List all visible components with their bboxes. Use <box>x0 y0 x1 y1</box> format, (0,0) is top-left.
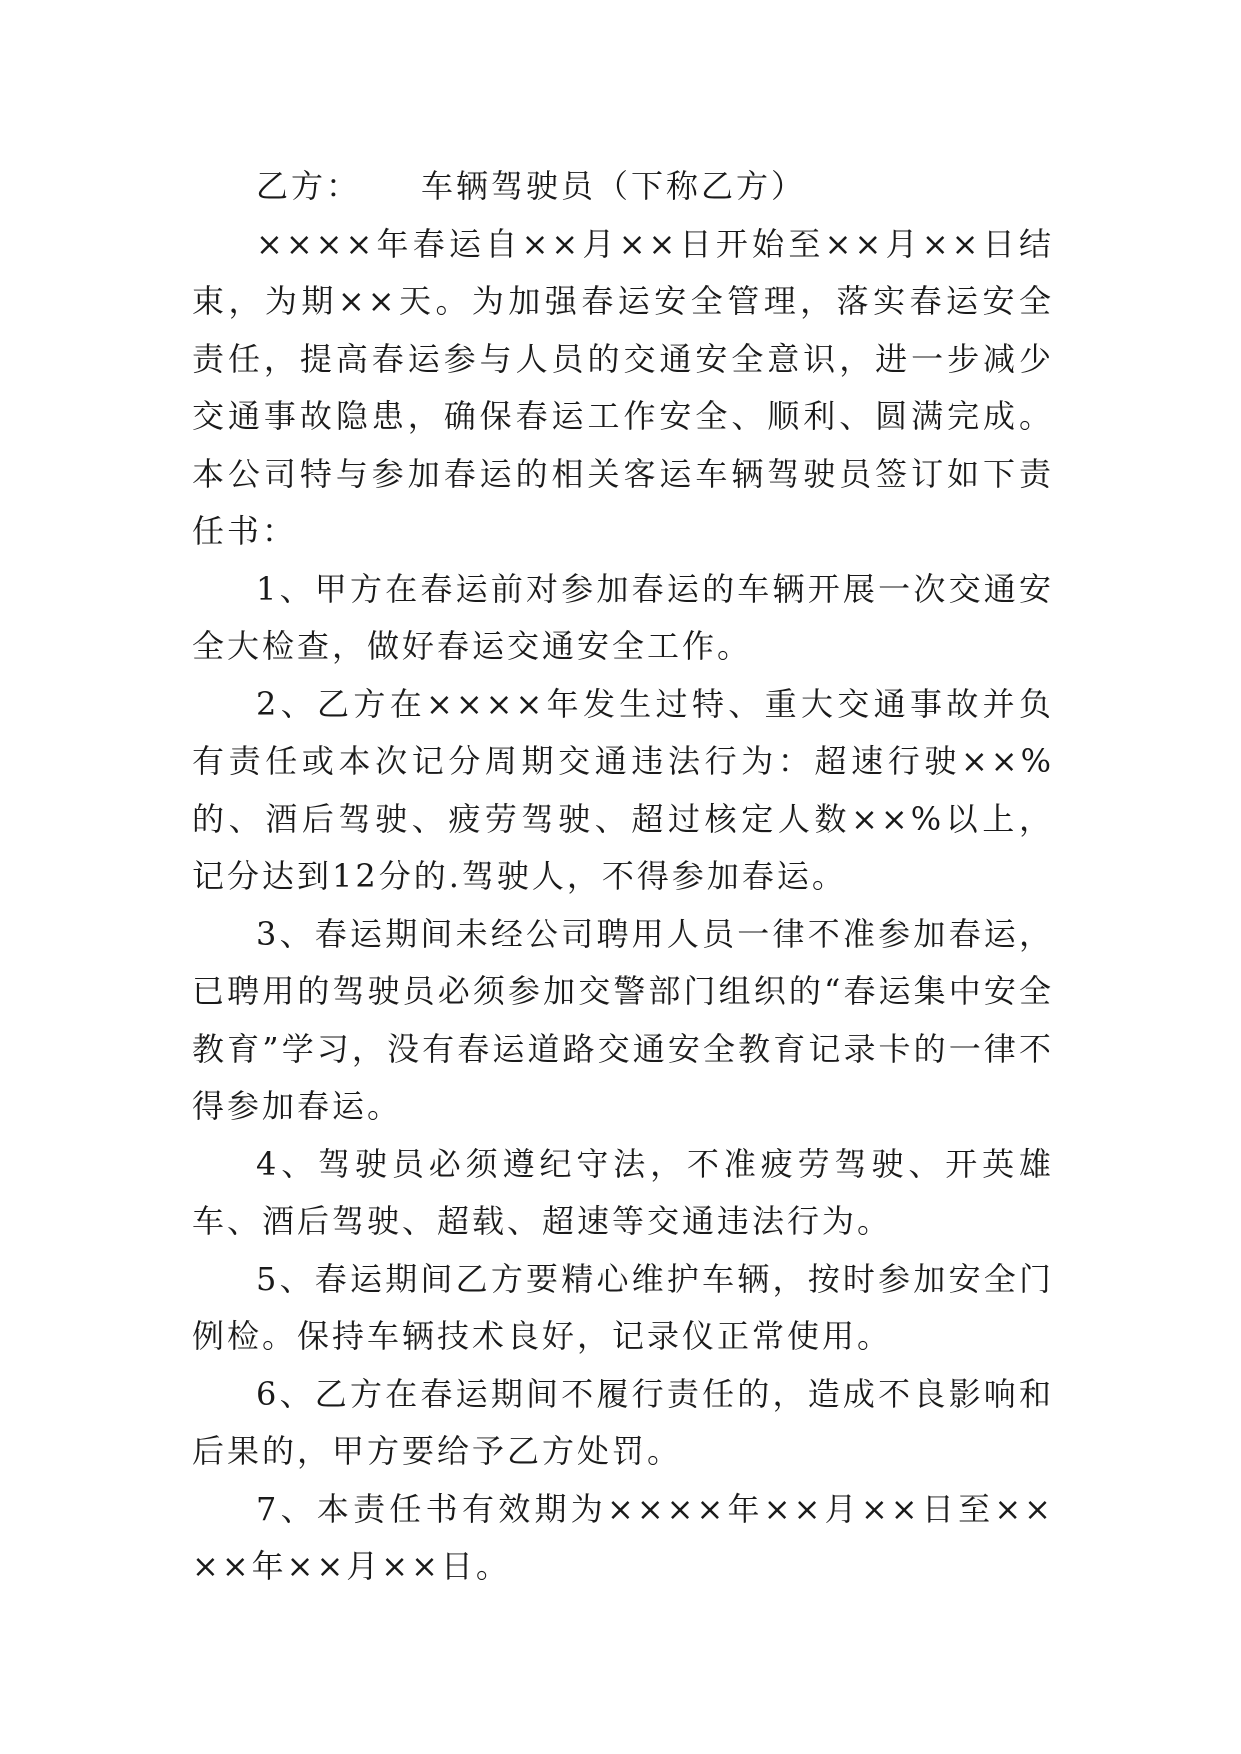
clause-2: 2、乙方在××××年发生过特、重大交通事故并负有责任或本次记分周期交通违法行为：超速行驶××%的、酒后驾驶、疲劳驾驶、超过核定人数××%以上，记分达到12分的.驾驶人，不得参加春运。 <box>192 684 1054 895</box>
party-b-label: 乙方： <box>256 167 362 205</box>
party-b-value: 车辆驾驶员（下称乙方） <box>421 167 807 205</box>
clause-6: 6、乙方在春运期间不履行责任的，造成不良影响和后果的，甲方要给予乙方处罚。 <box>192 1374 1054 1470</box>
intro-paragraph: ××××年春运自××月××日开始至××月××日结束，为期××天。为加强春运安全管理，落实春运安全责任，提高春运参与人员的交通安全意识，进一步减少交通事故隐患，确保春运工作安全、顺利、圆满完成。本公司特与参加春运的相关客运车辆驾驶员签订如下责任书： <box>192 224 1054 550</box>
clause-3: 3、春运期间未经公司聘用人员一律不准参加春运，已聘用的驾驶员必须参加交警部门组织的“春运集中安全教育”学习，没有春运道路交通安全教育记录卡的一律不得参加春运。 <box>192 914 1054 1125</box>
clause-4: 4、驾驶员必须遵纪守法，不准疲劳驾驶、开英雄车、酒后驾驶、超载、超速等交通违法行为。 <box>192 1144 1054 1240</box>
party-b-line <box>192 158 1054 216</box>
clause-7: 7、本责任书有效期为××××年××月××日至××××年××月××日。 <box>192 1489 1054 1585</box>
clause-5: 5、春运期间乙方要精心维护车辆，按时参加安全门例检。保持车辆技术良好，记录仪正常使用。 <box>192 1259 1054 1355</box>
clause-1: 1、甲方在春运前对参加春运的车辆开展一次交通安全大检查，做好春运交通安全工作。 <box>192 569 1054 665</box>
document-body <box>192 158 1054 1596</box>
